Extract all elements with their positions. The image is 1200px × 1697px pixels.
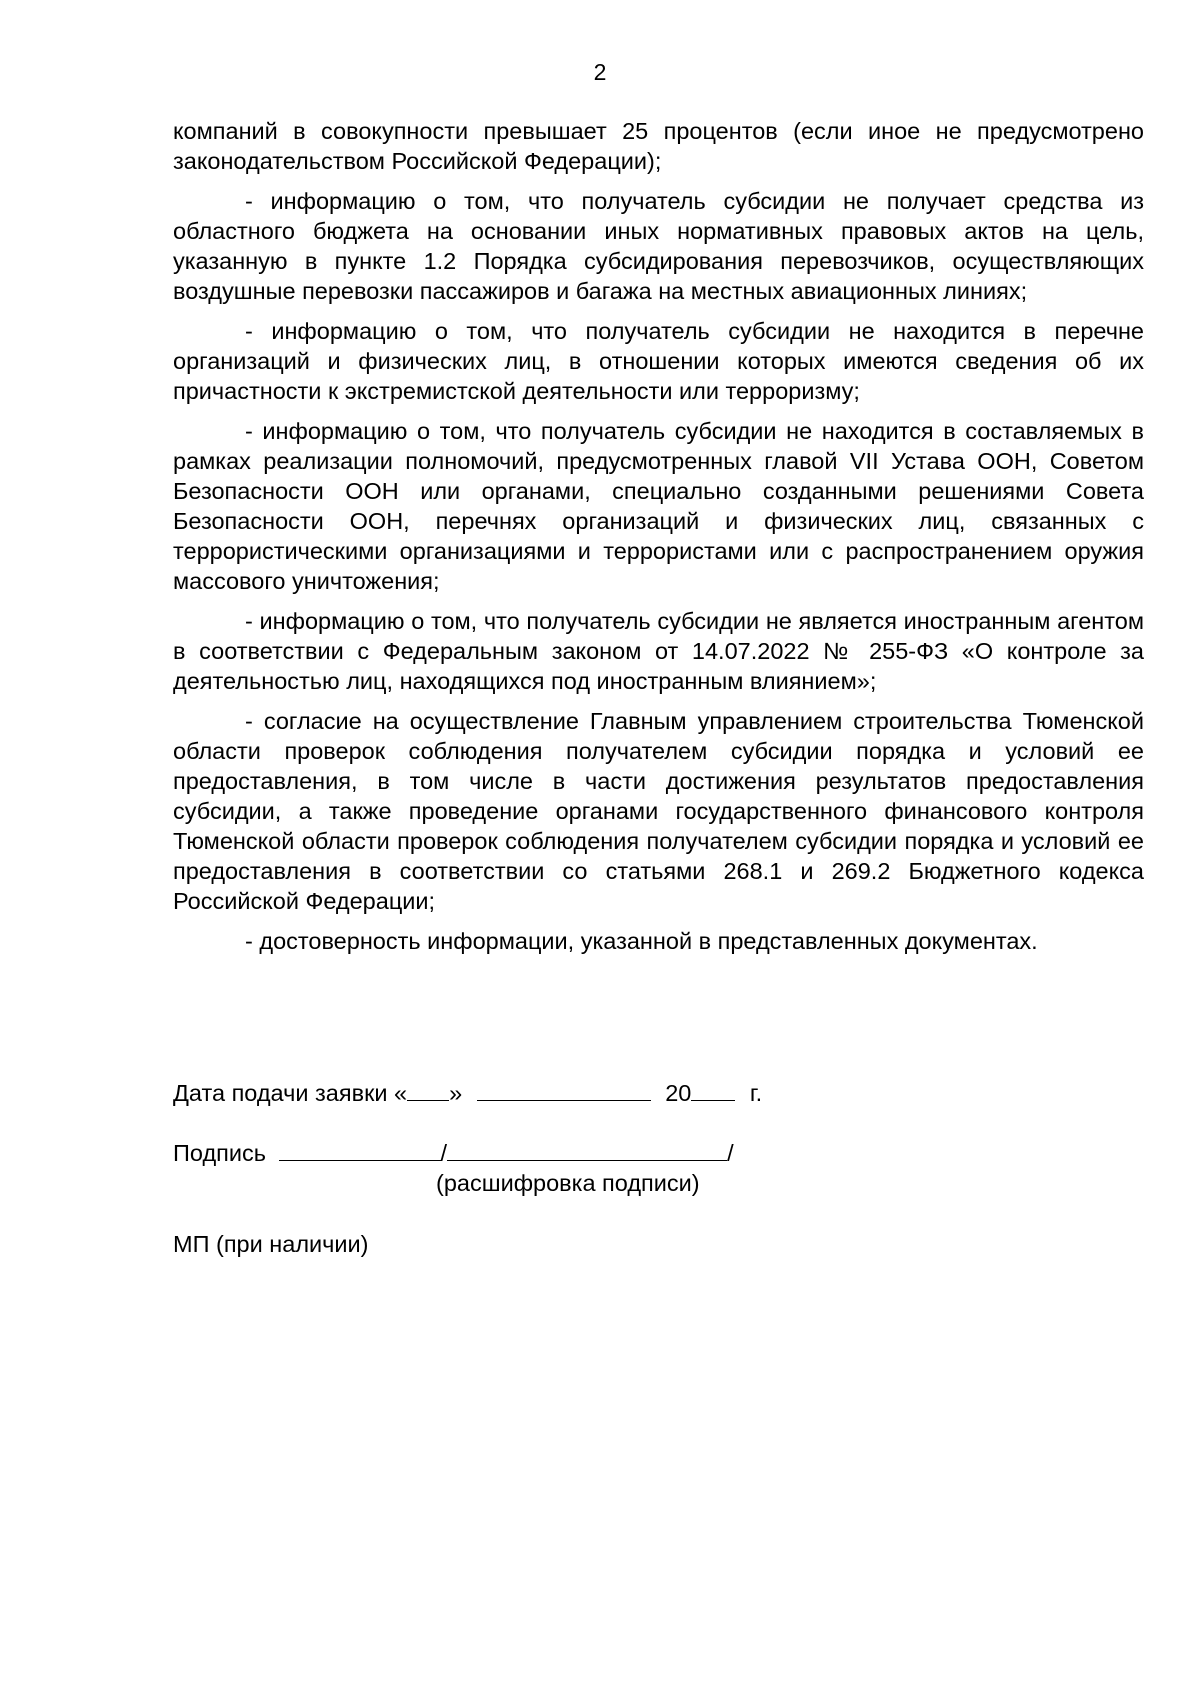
application-date-line [173,1078,762,1108]
year-suffix: г. [749,1080,763,1106]
paragraph-no-extremism-list: - информацию о том, что получатель субсидии не находится в перечне организаций и физических лиц, в отношении которых имеются сведения об их причастности к экстремистской деятельности или терроризму; [173,318,1144,404]
signature-label: Подпись [173,1140,267,1166]
signature-blank[interactable] [279,1138,441,1161]
paragraph-no-regional-funds: - информацию о том, что получатель субсидии не получает средства из областного бюджета на основании иных нормативных правовых актов на цель, указанную в пункте 1.2 Порядка субсидирования перевозчиков, осуществляющих воздушные перевозки пассажиров и багажа на местных авиационных линиях; [173,188,1144,304]
signature-line [173,1138,734,1168]
signature-slash-right: / [727,1140,734,1166]
month-blank[interactable] [477,1078,651,1101]
paragraph-not-foreign-agent: - информацию о том, что получатель субсидии не является иностранным агентом в соответствии с Федеральным законом от 14.07.2022 № 255-ФЗ «О контроле за деятельностью лиц, находящихся под иностранным влиянием»; [173,608,1144,694]
signature-caption: (расшифровка подписи) [436,1170,700,1196]
paragraph-consent-to-inspections: - согласие на осуществление Главным управлением строительства Тюменской области проверок соблюдения получателем субсидии порядка и условий ее предоставления, в том числе в части достижения результатов предоставления субсидии, а также проведение органами государственного финансового контроля Тюменской области проверок соблюдения получателем субсидии порядка и условий ее предоставления в соответствии со статьями 268.1 и 269.2 Бюджетного кодекса Российской Федерации; [173,708,1144,914]
paragraph-no-un-sanctions-list: - информацию о том, что получатель субсидии не находится в составляемых в рамках реализации полномочий, предусмотренных главой VII Устава ООН, Советом Безопасности ООН или органами, специально созданными решениями Совета Безопасности ООН, перечнях организаций и физических лиц, связанных с террористическими организациями и террористами или с распространением оружия массового уничтожения; [173,418,1144,594]
signature-decoding-blank[interactable] [447,1138,727,1161]
signature-slash-left: / [440,1140,448,1166]
date-label: Дата подачи заявки « [173,1080,408,1106]
document-body [173,116,1144,966]
year-blank[interactable] [691,1078,735,1101]
year-prefix: 20 [665,1080,692,1106]
date-quote-close: » [449,1080,463,1106]
paragraph-continuation: компаний в совокупности превышает 25 процентов (если иное не предусмотрено законодательством Российской Федерации); [173,118,1144,174]
page-number: 2 [593,59,607,85]
paragraph-information-accuracy: - достоверность информации, указанной в представленных документах. [245,928,1038,954]
stamp-label: МП (при наличии) [173,1231,369,1257]
day-blank[interactable] [407,1078,449,1101]
